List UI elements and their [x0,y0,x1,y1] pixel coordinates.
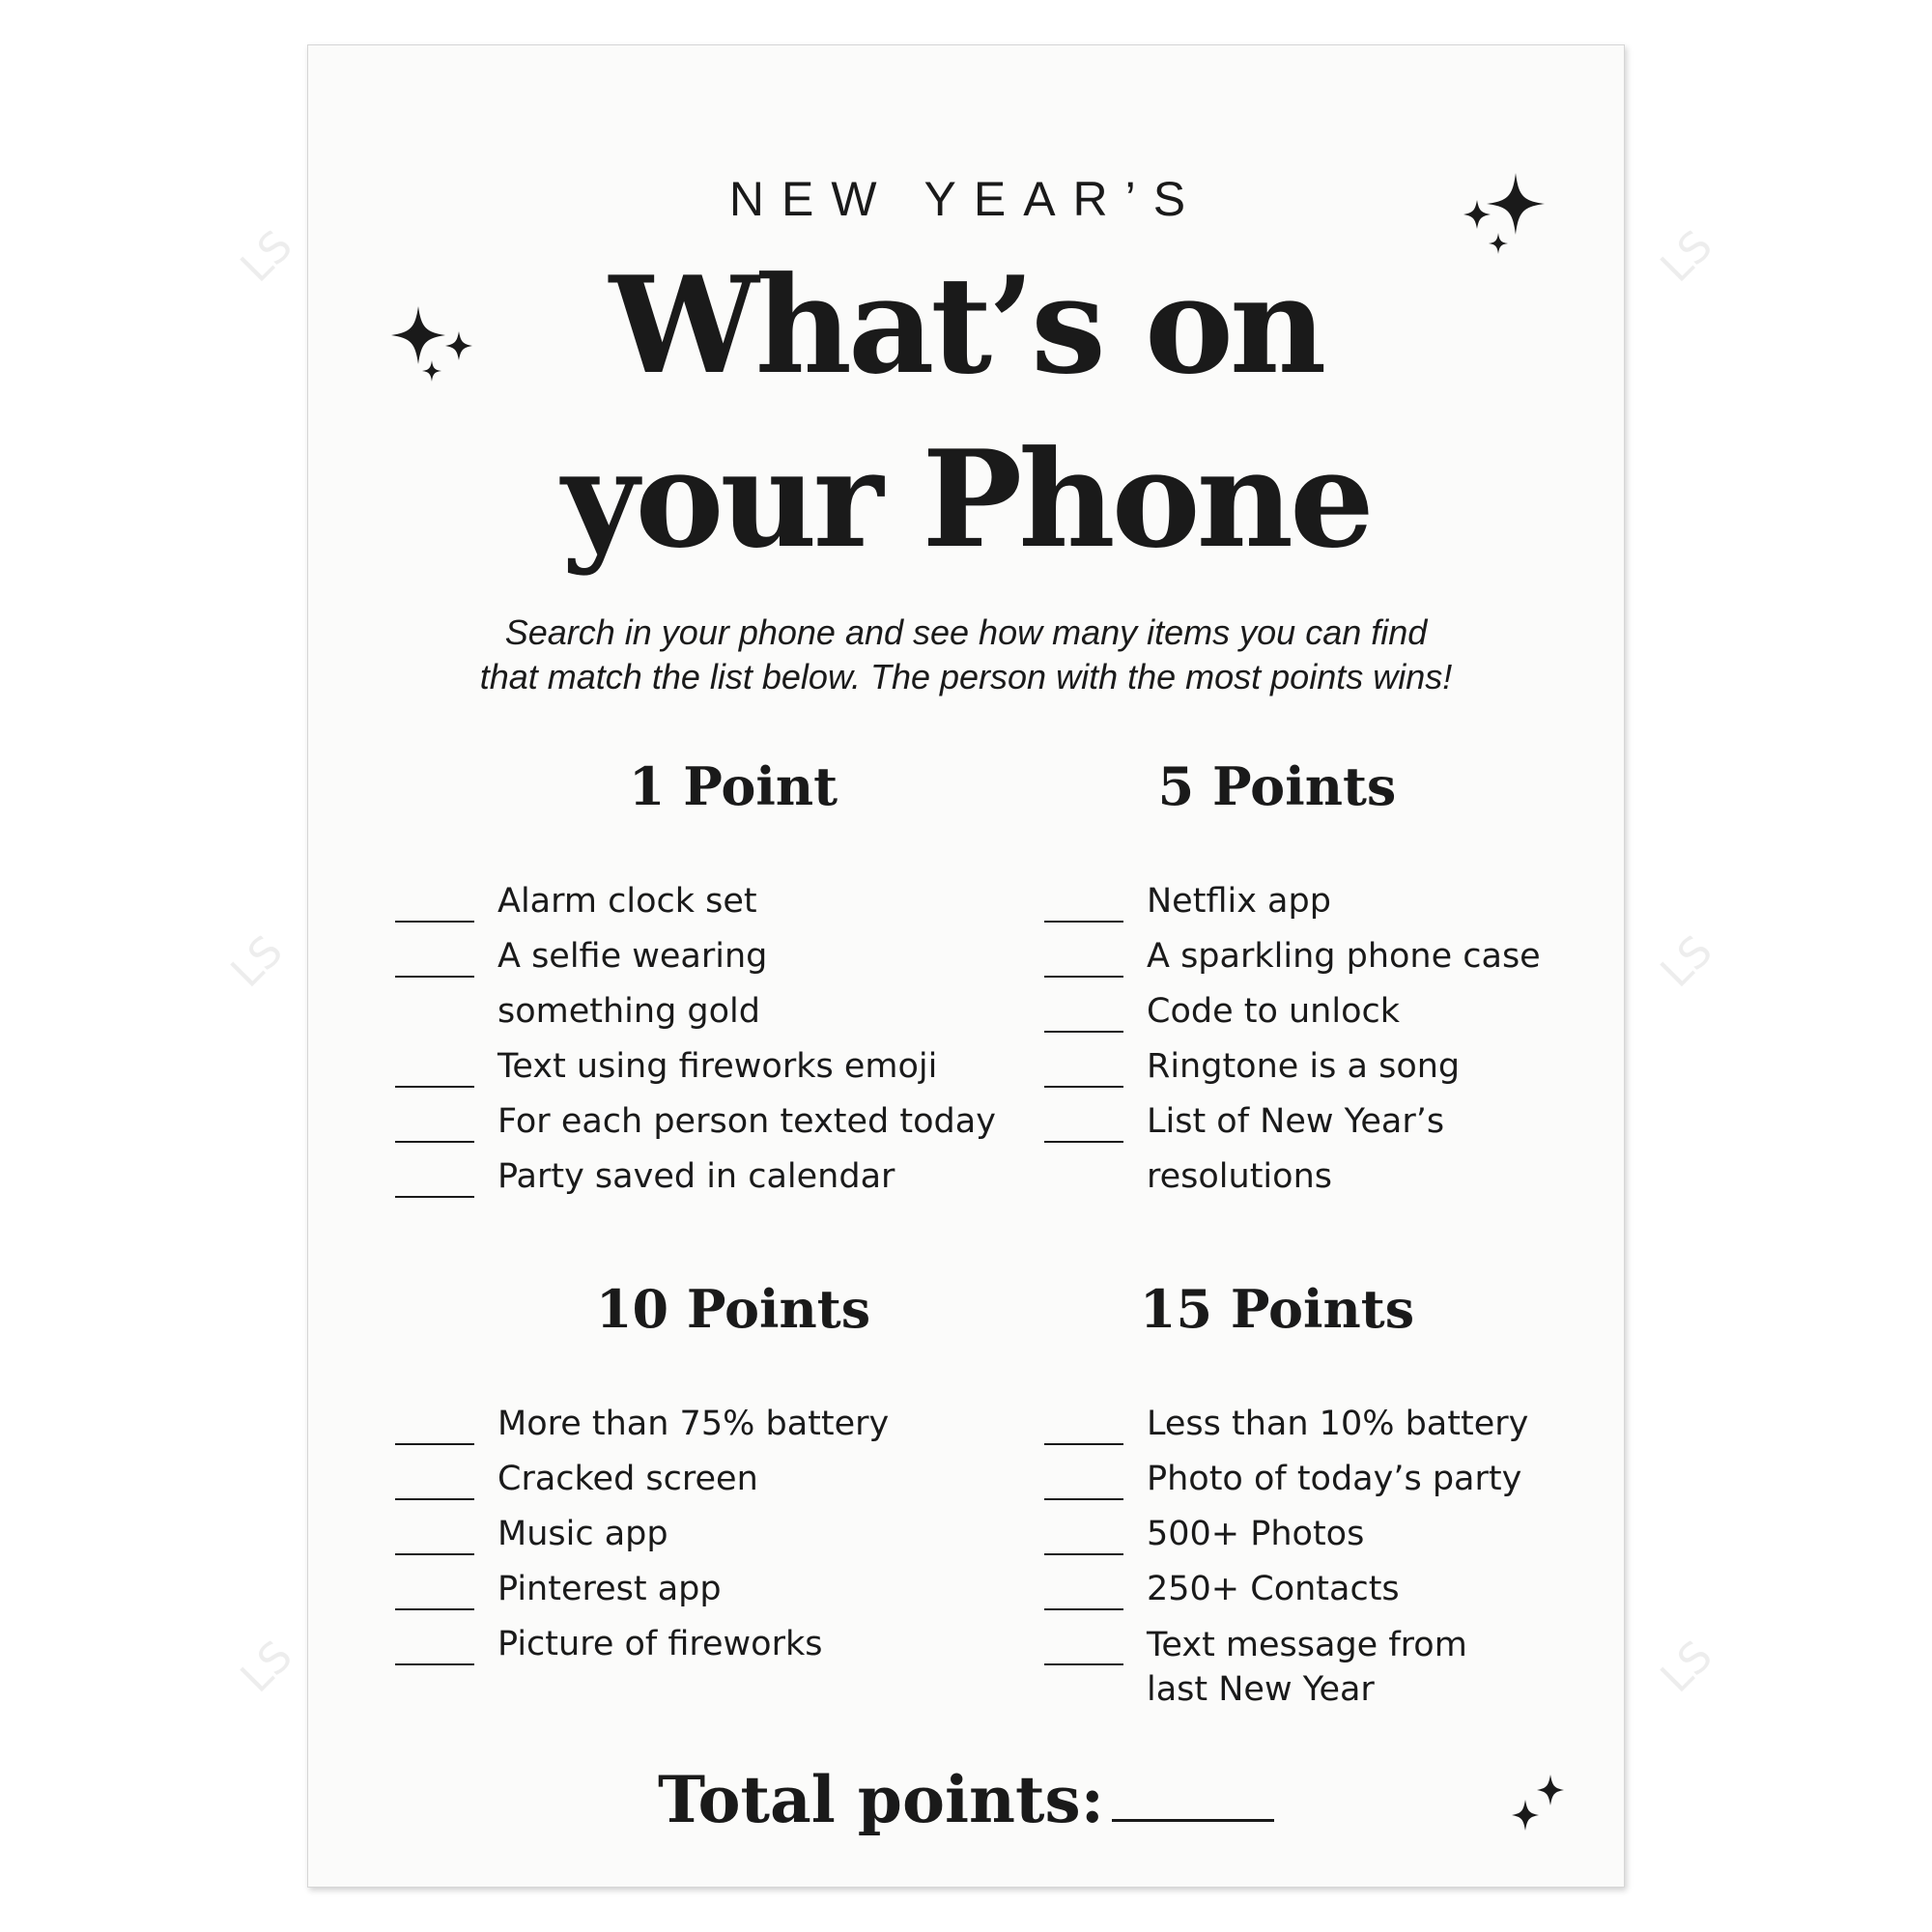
list-item: Alarm clock set [395,874,1038,929]
total-points-blank[interactable] [1112,1757,1274,1822]
answer-blank[interactable] [395,874,474,923]
watermark: LS [1651,925,1722,998]
answer-blank[interactable] [1044,1507,1123,1555]
section-list-15-points [1044,1397,1562,1712]
main-title-line-2: your Phone [561,420,1371,578]
list-item: Less than 10% battery [1044,1397,1562,1452]
answer-blank[interactable] [1044,1452,1123,1500]
list-item: Code to unlock [1044,984,1601,1039]
sparkle-icon [1456,167,1552,273]
answer-blank[interactable] [395,929,474,978]
watermark: LS [231,220,302,293]
list-item: Pinterest app [395,1562,913,1617]
sparkle-icon [1506,1771,1574,1848]
section-heading-10-points: 10 Points [595,1278,871,1340]
list-item: Ringtone is a song [1044,1039,1601,1094]
list-item: 500+ Photos [1044,1507,1562,1562]
answer-blank[interactable] [1044,1039,1123,1088]
list-item: List of New Year’s resolutions [1044,1094,1601,1205]
main-title-line-1: What’s on [609,246,1323,404]
section-list-1-point [395,874,1038,1205]
instructions [366,611,1566,699]
watermark: LS [1651,1631,1722,1703]
answer-blank[interactable] [395,1150,474,1198]
section-list-5-points [1044,874,1601,1205]
watermark: LS [231,1631,302,1703]
list-item: Picture of fireworks [395,1617,913,1672]
watermark: LS [1651,220,1722,293]
answer-blank[interactable] [395,1562,474,1610]
section-heading-5-points: 5 Points [1157,755,1397,817]
section-heading-15-points: 15 Points [1139,1278,1415,1340]
answer-blank[interactable] [395,1094,474,1143]
list-item: A sparkling phone case [1044,929,1601,984]
watermark: LS [221,925,293,998]
answer-blank[interactable] [1044,1397,1123,1445]
list-item: Music app [395,1507,913,1562]
eyebrow-title: NEW YEAR’S [728,172,1204,226]
instructions-line-2: that match the list below. The person with the most points wins! [479,657,1453,696]
answer-blank[interactable] [395,1452,474,1500]
list-item: For each person texted today [395,1094,1038,1150]
answer-blank[interactable] [1044,1094,1123,1143]
list-item: 250+ Contacts [1044,1562,1562,1617]
answer-blank[interactable] [395,1397,474,1445]
answer-blank[interactable] [395,1617,474,1665]
list-item: Text using fireworks emoji [395,1039,1038,1094]
section-list-10-points [395,1397,913,1672]
answer-blank[interactable] [395,1039,474,1088]
answer-blank[interactable] [1044,874,1123,923]
list-item: More than 75% battery [395,1397,913,1452]
answer-blank[interactable] [395,1507,474,1555]
instructions-line-1: Search in your phone and see how many items you can find [504,612,1428,652]
total-points-label: Total points: [657,1762,1105,1837]
answer-blank[interactable] [1044,1617,1123,1665]
list-item: Photo of today’s party [1044,1452,1562,1507]
answer-blank[interactable] [1044,984,1123,1033]
section-heading-1-point: 1 Point [628,755,838,817]
list-item: Text message from last New Year [1044,1617,1562,1712]
list-item: Netflix app [1044,874,1601,929]
answer-blank[interactable] [1044,929,1123,978]
total-points [308,1757,1624,1837]
answer-blank[interactable] [1044,1562,1123,1610]
list-item: Cracked screen [395,1452,913,1507]
list-item: A selfie wearing something gold [395,929,1038,1039]
list-item: Party saved in calendar [395,1150,1038,1205]
game-card [307,44,1625,1888]
sparkle-icon [387,298,484,395]
